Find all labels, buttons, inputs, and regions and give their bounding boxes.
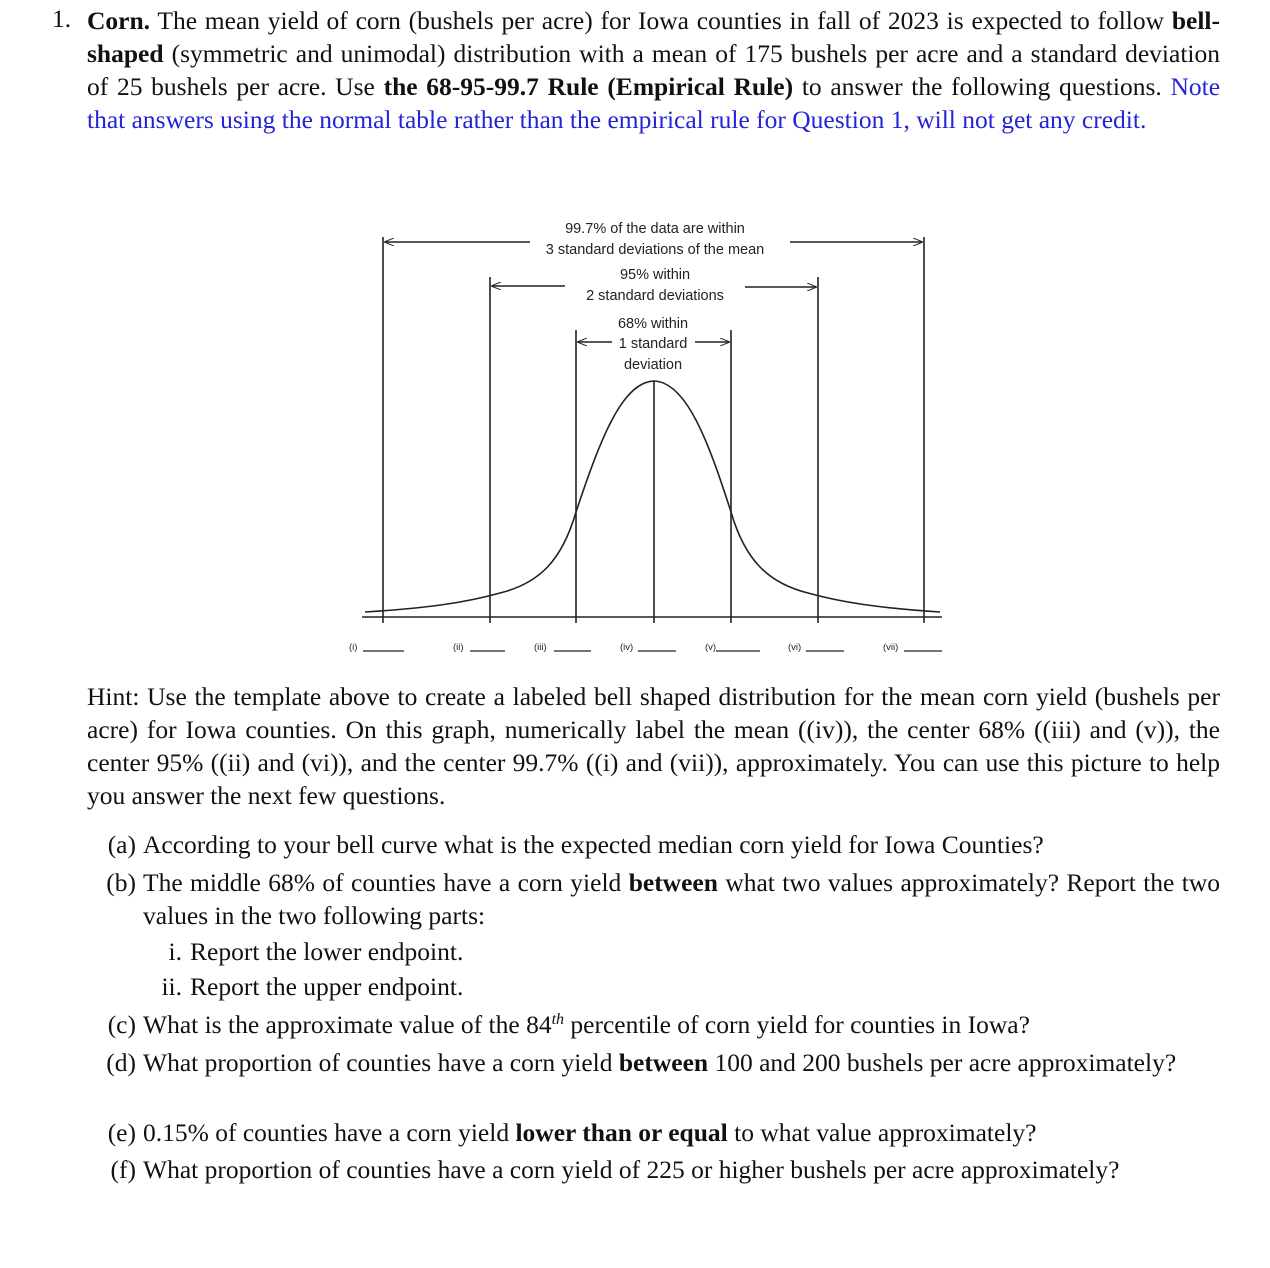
part-d-post: 100 and 200 bushels per acre approximately? — [714, 1048, 1177, 1077]
credit-note: Note that answers using the normal table rather than the empirical rule for Question 1, will not get any credit. — [87, 72, 1221, 134]
part-a-label: (a) — [107, 830, 136, 859]
question-sentence-1: The mean yield of corn (bushels per acre) for Iowa counties in fall of 2023 is expected to follow — [157, 6, 1165, 35]
label-95-line2: 2 standard deviations — [586, 288, 724, 304]
part-b-text — [143, 866, 1220, 932]
question-sentence-3: to answer the following questions. — [801, 72, 1162, 101]
label-95-line1: 95% within — [619, 267, 691, 283]
part-a-text: According to your bell curve what is the expected median corn yield for Iowa Counties? — [143, 830, 1044, 859]
part-f-label: (f) — [110, 1155, 136, 1184]
part-d-pre: What proportion of counties have a corn yield — [143, 1048, 613, 1077]
bell-curve — [365, 381, 940, 612]
part-b-bold: between — [628, 868, 718, 897]
part-d-bold: between — [618, 1048, 709, 1077]
part-b-ii-text: Report the upper endpoint. — [190, 972, 464, 1001]
bold-bell-shaped: bell-shaped — [87, 6, 1220, 68]
hint-paragraph: Hint: Use the template above to create a labeled bell shaped distribution for the mean corn yield (bushels per acre) for Iowa counties. On this graph, numerically label the mean ((iv)), the center 68% ((iii) and (v)), the center 95% ((ii) and (vi)), and the center 99.7% ((i) and (vii)), approximately. You can use this picture to help you answer the next few questions. — [87, 682, 1220, 810]
part-e-pre: 0.15% of counties have a corn yield — [143, 1118, 510, 1147]
part-b-post: what two values approximately? Report the two values in the two following parts: — [143, 868, 1221, 930]
blank-label-vii: (vii) — [883, 642, 899, 653]
part-e-post: to what value approximately? — [734, 1118, 1037, 1147]
label-68-line1: 68% within — [617, 316, 689, 332]
blank-label-iii: (iii) — [534, 642, 547, 653]
part-b-ii-label: ii. — [161, 972, 182, 1001]
blank-label-v: (v) — [705, 642, 717, 653]
part-b-i-label: i. — [168, 937, 182, 966]
bold-empirical-rule: the 68-95-99.7 Rule (Empirical Rule) — [383, 72, 794, 101]
blank-label-i: (i) — [349, 642, 358, 653]
part-e-text — [143, 1116, 1220, 1149]
question-number: 1. — [52, 4, 72, 33]
label-68-line2: 1 standard — [618, 336, 688, 352]
part-f-text: What proportion of counties have a corn yield of 225 or higher bushels per acre approximately? — [143, 1155, 1120, 1184]
part-c-sup: th — [551, 1011, 565, 1028]
blank-label-vi: (vi) — [788, 642, 802, 653]
part-b-pre: The middle 68% of counties have a corn yield — [143, 868, 622, 897]
blank-label-iv: (iv) — [620, 642, 634, 653]
part-c-pre: What is the approximate value of the 84 — [143, 1010, 552, 1039]
part-e-bold: lower than or equal — [515, 1118, 728, 1147]
part-c-post: percentile of corn yield for counties in Iowa? — [570, 1010, 1030, 1039]
label-68-line3: deviation — [623, 357, 683, 373]
part-d-label: (d) — [106, 1048, 136, 1077]
question-title: Corn. — [87, 6, 151, 35]
question-sentence-2: (symmetric and unimodal) distribution with a mean of 175 bushels per acre and a standard deviation of 25 bushels per acre. Use — [87, 39, 1221, 101]
part-d-text — [143, 1046, 1220, 1079]
label-997-line1: 99.7% of the data are within — [565, 221, 745, 237]
part-e-label: (e) — [107, 1118, 136, 1147]
part-b-i-text: Report the lower endpoint. — [190, 937, 464, 966]
part-c-label: (c) — [107, 1010, 136, 1039]
part-c-text — [143, 1008, 1220, 1041]
part-b-label: (b) — [106, 868, 136, 897]
blank-label-ii: (ii) — [453, 642, 464, 653]
label-997-line2: 3 standard deviations of the mean — [545, 242, 765, 258]
